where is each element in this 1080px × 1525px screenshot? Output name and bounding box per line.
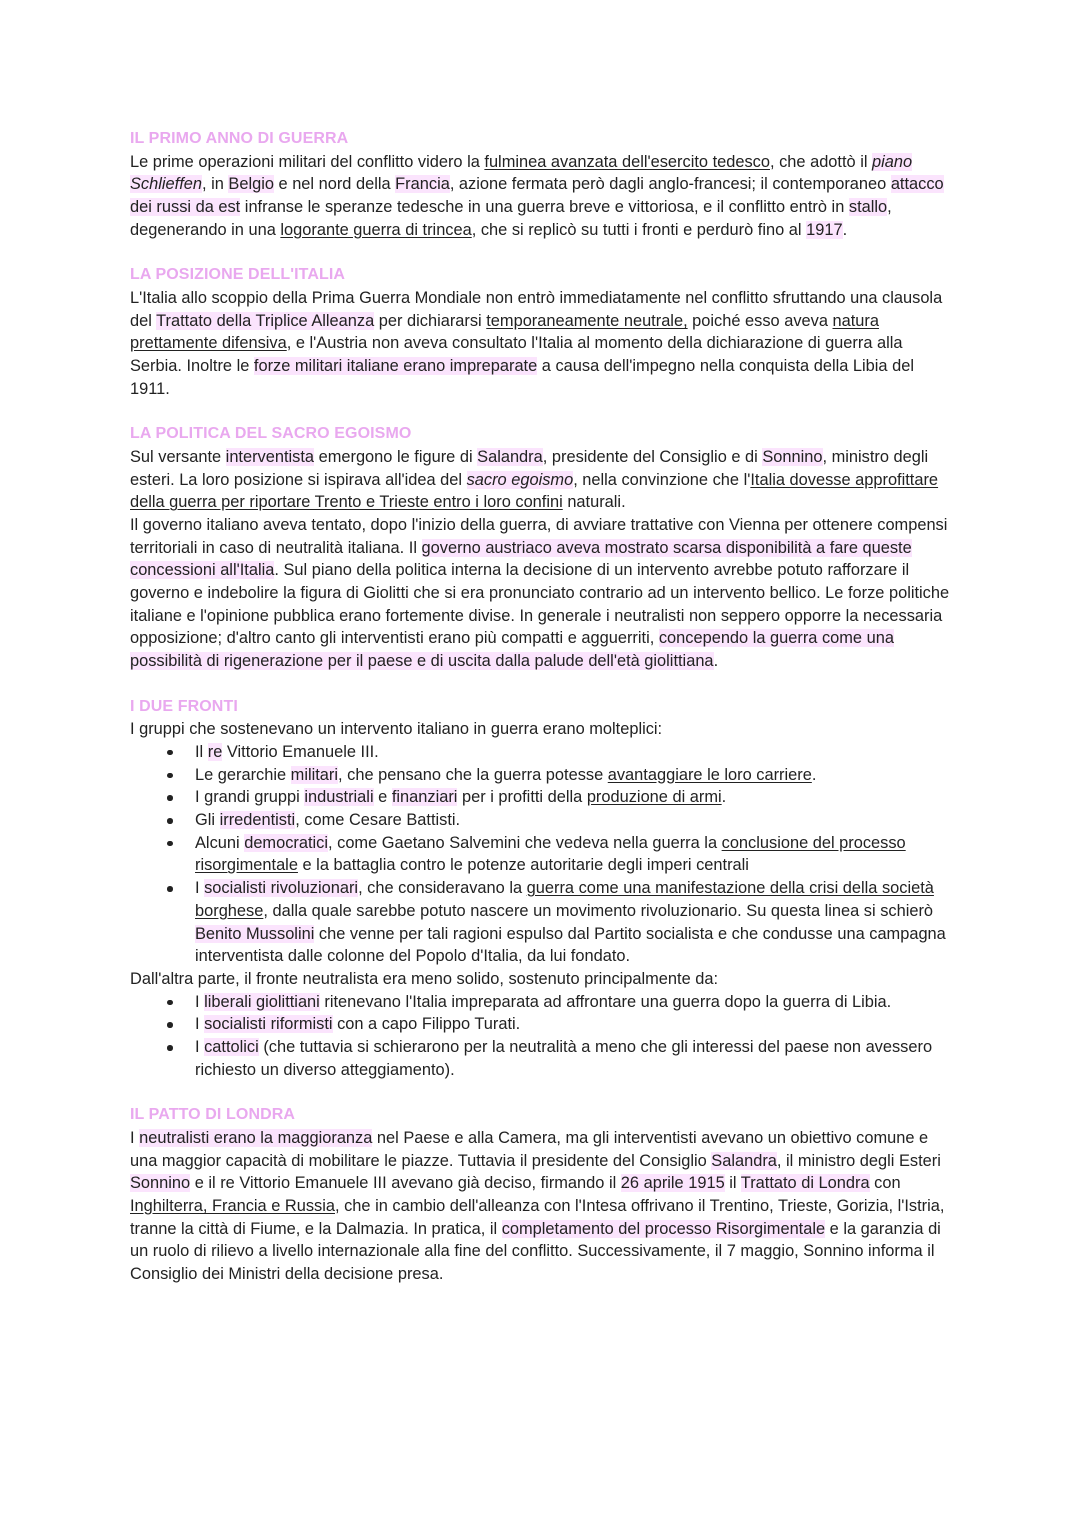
highlighted-text: Belgio xyxy=(228,175,274,194)
text-run: Alcuni xyxy=(195,833,245,852)
text-run: e nel nord della xyxy=(273,175,396,194)
text-run: Il governo italiano aveva tentato, dopo l'inizio della guerra, di avviare trattative con Vienna per ottenere compensi territoriali in caso di neutralità italiana. Il xyxy=(130,515,948,557)
list-item xyxy=(195,1036,950,1081)
paragraph xyxy=(130,1127,950,1286)
list-item xyxy=(195,741,950,764)
text-run: che venne per tali ragioni espulso dal Partito socialista e che condusse una campagna interventista dalle colonne del Popolo d'Italia, da lui fondato. xyxy=(195,924,946,966)
list-item xyxy=(195,786,950,809)
section-heading: IL PATTO DI LONDRA xyxy=(130,1106,296,1124)
text-run: Vittorio Emanuele III. xyxy=(222,742,379,761)
highlighted-text: governo austriaco aveva mostrato scarsa disponibilità a fare queste concessioni all'Italia xyxy=(130,538,912,580)
text-run: a causa dell'impegno nella conquista della Libia del 1911. xyxy=(130,357,914,398)
text-run: , che si replicò su tutti i fronti e perdurò fino al xyxy=(471,220,807,239)
paragraph-outro: Dall'altra parte, il fronte neutralista era meno solido, sostenuto principalmente da: xyxy=(130,969,719,988)
document-page xyxy=(130,128,950,1308)
highlighted-text: 1917 xyxy=(806,220,843,239)
text-run: , come Gaetano Salvemini che vedeva nella guerra la xyxy=(328,833,722,852)
section-posizione-italia xyxy=(130,264,950,400)
text-run: , che in cambio dell'alleanza con l'Intesa offrivano il Trentino, Trieste, Gorizia, l'Istria, tranne la città di Fiume, e la Dalmazia. In pratica, il xyxy=(130,1196,945,1238)
highlighted-text: concependo la guerra come una possibilità di rigenerazione per il paese e di uscita dalla palude dell'età giolittiana xyxy=(130,629,894,671)
text-run: , come Cesare Battisti. xyxy=(295,811,461,830)
highlighted-text: socialisti riformisti xyxy=(204,1015,333,1034)
highlighted-text: Francia xyxy=(395,175,450,194)
text-run: I grandi gruppi xyxy=(195,788,305,807)
highlighted-text: interventista xyxy=(225,447,315,466)
text-run: Sul versante xyxy=(130,447,226,466)
text-run: il xyxy=(724,1174,741,1193)
text-run: , azione fermata però dagli anglo-francesi; il contemporaneo xyxy=(449,175,891,194)
text-run: I xyxy=(130,1128,140,1147)
highlighted-text: piano Schlieffen xyxy=(130,152,913,194)
interventisti-list xyxy=(130,741,950,968)
text-run: ritenevano l'Italia impreparata ad affrontare una guerra dopo la guerra di Libia. xyxy=(319,992,892,1011)
text-run: e la battaglia contro le potenze autoritarie degli imperi centrali xyxy=(297,856,749,875)
underlined-text: guerra come una manifestazione della crisi della società borghese xyxy=(195,879,934,920)
text-run: , ministro degli esteri. La loro posizione si ispirava all'idea del xyxy=(130,447,929,489)
list-item xyxy=(195,832,950,877)
text-run: I xyxy=(195,1015,205,1034)
underlined-text: produzione di armi xyxy=(586,788,722,807)
list-item xyxy=(195,1013,950,1036)
text-run: con a capo Filippo Turati. xyxy=(332,1015,521,1034)
highlighted-text: Sonnino xyxy=(762,447,823,466)
text-run: , che consideravano la xyxy=(358,879,527,898)
text-run: . Sul piano della politica interna la decisione di un intervento avrebbe potuto rafforzare il governo e indebolire la figura di Giolitti che si era pronunciato contrario ad un intervento bellico. Le forze politiche italiane e l'opinione pubblica erano fortemente divise. In generale i neutralisti non seppero opporre la necessaria opposizione; d'altro canto gli interventisti erano più compatti e agguerriti, xyxy=(130,561,950,648)
text-run: Le gerarchie xyxy=(195,765,291,784)
underlined-text: conclusione del processo risorgimentale xyxy=(195,833,906,875)
highlighted-text: completamento del processo Risorgimentale xyxy=(501,1219,826,1238)
text-run: I xyxy=(195,879,205,898)
section-heading: I DUE FRONTI xyxy=(130,697,238,715)
text-run: poiché esso aveva xyxy=(687,311,833,330)
text-run: I xyxy=(195,1038,205,1057)
list-item xyxy=(195,809,950,832)
text-run: , e l'Austria non aveva consultato l'Italia al momento della dichiarazione di guerra alla Serbia. Inoltre le xyxy=(130,334,903,376)
underlined-text: natura prettamente difensiva xyxy=(130,311,879,353)
highlighted-text: stallo xyxy=(848,198,888,217)
text-run: , che adottò il xyxy=(769,152,873,171)
paragraph xyxy=(130,287,950,401)
underlined-text: logorante guerra di trincea xyxy=(280,220,472,239)
text-run: . xyxy=(721,788,727,807)
text-run: I xyxy=(195,992,205,1011)
text-run: con xyxy=(869,1174,901,1193)
highlighted-text: sacro egoismo xyxy=(466,470,574,489)
text-run: e xyxy=(373,788,392,807)
highlighted-text: Trattato della Triplice Alleanza xyxy=(156,311,375,330)
section-due-fronti xyxy=(130,696,950,1082)
underlined-text: temporaneamente neutrale, xyxy=(486,311,688,330)
highlighted-text: liberali giolittiani xyxy=(204,992,320,1011)
text-run: Le prime operazioni militari del conflitto videro la xyxy=(130,152,485,171)
highlighted-text: Salandra xyxy=(477,447,543,466)
highlighted-text: attacco dei russi da est xyxy=(130,175,944,217)
list-item xyxy=(195,877,950,968)
text-run: (che tuttavia si schierarono per la neutralità a meno che gli interessi del paese non avessero richiesto un diverso atteggiamento). xyxy=(195,1038,933,1079)
list-item xyxy=(195,764,950,787)
text-run: , che pensano che la guerra potesse xyxy=(338,765,608,784)
underlined-text: fulminea avanzata dell'esercito tedesco xyxy=(484,152,770,171)
section-heading: LA POSIZIONE DELL'ITALIA xyxy=(130,266,346,284)
text-run: , presidente del Consiglio e di xyxy=(542,447,763,466)
text-run: Il xyxy=(195,742,208,761)
section-patto-londra xyxy=(130,1104,950,1286)
underlined-text: avantaggiare le loro carriere xyxy=(607,765,812,784)
section-sacro-egoismo xyxy=(130,423,950,673)
neutralisti-list xyxy=(130,991,950,1082)
text-run: e il re Vittorio Emanuele III avevano già deciso, firmando il xyxy=(190,1174,621,1193)
text-run: , il ministro degli Esteri xyxy=(776,1151,941,1170)
text-run: e la garanzia di un ruolo di rilievo a livello internazionale alla fine del conflitto. Successivamente, il 7 maggio, Sonnino informa il Consiglio dei Ministri della decisione presa. xyxy=(130,1219,941,1284)
text-run: . xyxy=(842,220,848,239)
underlined-text: Italia dovesse approfittare della guerra per riportare Trento e Trieste entro i loro confini xyxy=(130,470,939,512)
highlighted-text: 26 aprile 1915 xyxy=(620,1174,725,1193)
highlighted-text: forze militari italiane erano impreparate xyxy=(253,357,538,376)
highlighted-text: democratici xyxy=(244,833,329,852)
paragraph xyxy=(130,446,950,514)
highlighted-text: industriali xyxy=(304,788,374,807)
text-run: Gli xyxy=(195,811,220,830)
highlighted-text: Trattato di Londra xyxy=(740,1174,870,1193)
text-run: per dichiararsi xyxy=(374,311,487,330)
text-run: . xyxy=(811,765,817,784)
text-run: emergono le figure di xyxy=(314,447,478,466)
paragraph xyxy=(130,514,950,673)
section-heading: IL PRIMO ANNO DI GUERRA xyxy=(130,130,349,147)
paragraph-intro: I gruppi che sostenevano un intervento italiano in guerra erano molteplici: xyxy=(130,720,663,739)
text-run: infranse le speranze tedesche in una guerra breve e vittoriosa, e il conflitto entrò in xyxy=(240,198,849,217)
highlighted-text: finanziari xyxy=(391,788,458,807)
underlined-text: Inghilterra, Francia e Russia xyxy=(130,1196,335,1215)
text-run: naturali. xyxy=(562,493,626,512)
highlighted-text: re xyxy=(207,742,223,761)
paragraph xyxy=(130,151,950,242)
text-run: , degenerando in una xyxy=(130,198,892,239)
text-run: L'Italia allo scoppio della Prima Guerra Mondiale non entrò immediatamente nel conflitto sfruttando una clausola del xyxy=(130,288,943,330)
section-heading: LA POLITICA DEL SACRO EGOISMO xyxy=(130,425,412,443)
list-item xyxy=(195,991,950,1014)
highlighted-text: Sonnino xyxy=(130,1174,191,1193)
highlighted-text: irredentisti xyxy=(219,811,296,830)
highlighted-text: socialisti rivoluzionari xyxy=(204,879,359,898)
text-run: , in xyxy=(201,175,229,194)
highlighted-text: Benito Mussolini xyxy=(195,924,315,943)
section-primo-anno xyxy=(130,128,950,242)
text-run: per i profitti della xyxy=(457,788,587,807)
highlighted-text: Salandra xyxy=(711,1151,777,1170)
highlighted-text: neutralisti erano la maggioranza xyxy=(139,1128,373,1147)
text-run: , nella convinzione che l' xyxy=(573,470,751,489)
text-run: . xyxy=(713,652,719,671)
highlighted-text: militari xyxy=(290,765,339,784)
text-run: nel Paese e alla Camera, ma gli interventisti avevano un obiettivo comune e una maggior capacità di mobilitare le piazze. Tuttavia il presidente del Consiglio xyxy=(130,1128,929,1170)
text-run: , dalla quale sarebbe potuto nascere un movimento rivoluzionario. Su questa linea si schierò xyxy=(263,901,934,920)
highlighted-text: cattolici xyxy=(204,1038,259,1057)
